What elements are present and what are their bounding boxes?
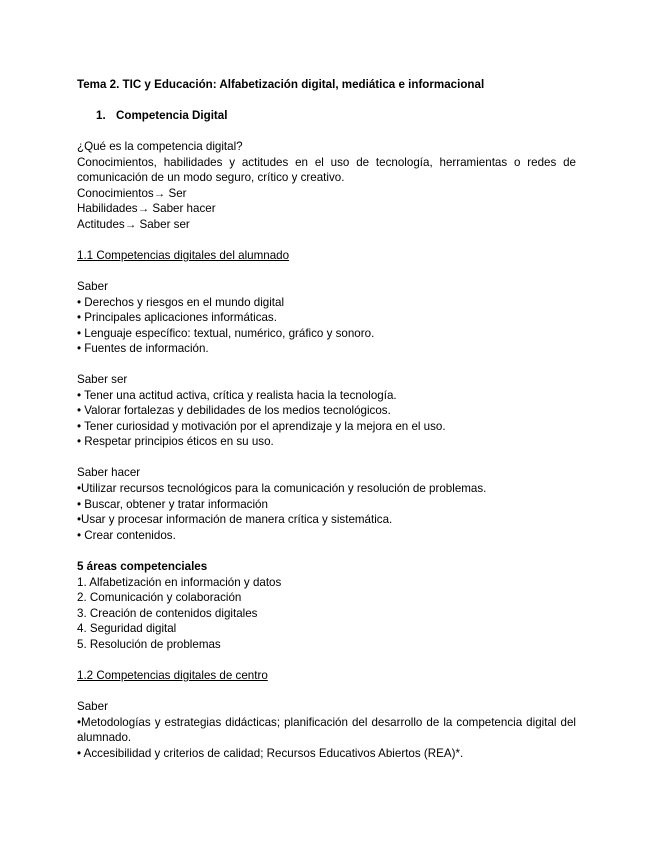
saber-hacer-heading: Saber hacer xyxy=(77,466,141,479)
subsection-heading-alumnado: 1.1 Competencias digitales del alumnado xyxy=(77,249,290,262)
saber-heading: Saber xyxy=(77,280,108,293)
list-item: • Tener curiosidad y motivación por el aprendizaje y la mejora en el uso. xyxy=(77,420,446,433)
document-title: Tema 2. TIC y Educación: Alfabetización digital, mediática e informacional xyxy=(77,78,485,91)
map-line-saber-ser: Actitudes→ Saber ser xyxy=(77,218,190,231)
list-item: • Principales aplicaciones informáticas. xyxy=(77,311,277,324)
map-line-ser: Conocimientos→ Ser xyxy=(77,187,187,200)
list-item-line-1: •Metodologías y estrategias didácticas; planificación del desarrollo de la competencia digital del xyxy=(77,716,576,729)
list-item: • Respetar principios éticos en su uso. xyxy=(77,435,274,448)
list-item: 1. Alfabetización en información y datos xyxy=(77,576,282,589)
section-title: Competencia Digital xyxy=(116,109,228,122)
list-item: 4. Seguridad digital xyxy=(77,622,177,635)
map-line-saber-hacer: Habilidades→ Saber hacer xyxy=(77,202,216,215)
question-line: ¿Qué es la competencia digital? xyxy=(77,140,243,153)
list-item-line-2: alumnado. xyxy=(77,731,132,744)
saber-heading-centro: Saber xyxy=(77,700,108,713)
list-item: •Usar y procesar información de manera crítica y sistemática. xyxy=(77,513,393,526)
list-item: 3. Creación de contenidos digitales xyxy=(77,607,258,620)
section-number: 1. xyxy=(96,109,106,122)
list-item: • Fuentes de información. xyxy=(77,342,209,355)
definition-line-1: Conocimientos, habilidades y actitudes en el uso de tecnología, herramientas o redes de xyxy=(77,156,576,169)
saber-ser-heading: Saber ser xyxy=(77,373,128,386)
subsection-heading-centro: 1.2 Competencias digitales de centro xyxy=(77,669,268,682)
list-item: • Crear contenidos. xyxy=(77,529,176,542)
list-item: • Lenguaje específico: textual, numérico, gráfico y sonoro. xyxy=(77,327,375,340)
list-item: • Tener una actitud activa, crítica y realista hacia la tecnología. xyxy=(77,389,397,402)
list-item: •Utilizar recursos tecnológicos para la comunicación y resolución de problemas. xyxy=(77,482,487,495)
list-item: 2. Comunicación y colaboración xyxy=(77,591,242,604)
list-item: • Valorar fortalezas y debilidades de los medios tecnológicos. xyxy=(77,404,391,417)
areas-heading: 5 áreas competenciales xyxy=(77,560,208,573)
definition-line-2: comunicación de un modo seguro, crítico y creativo. xyxy=(77,171,345,184)
list-item: • Buscar, obtener y tratar información xyxy=(77,498,268,511)
list-item: • Derechos y riesgos en el mundo digital xyxy=(77,296,285,309)
list-item: 5. Resolución de problemas xyxy=(77,638,221,651)
list-item: • Accesibilidad y criterios de calidad; Recursos Educativos Abiertos (REA)*. xyxy=(77,747,464,760)
